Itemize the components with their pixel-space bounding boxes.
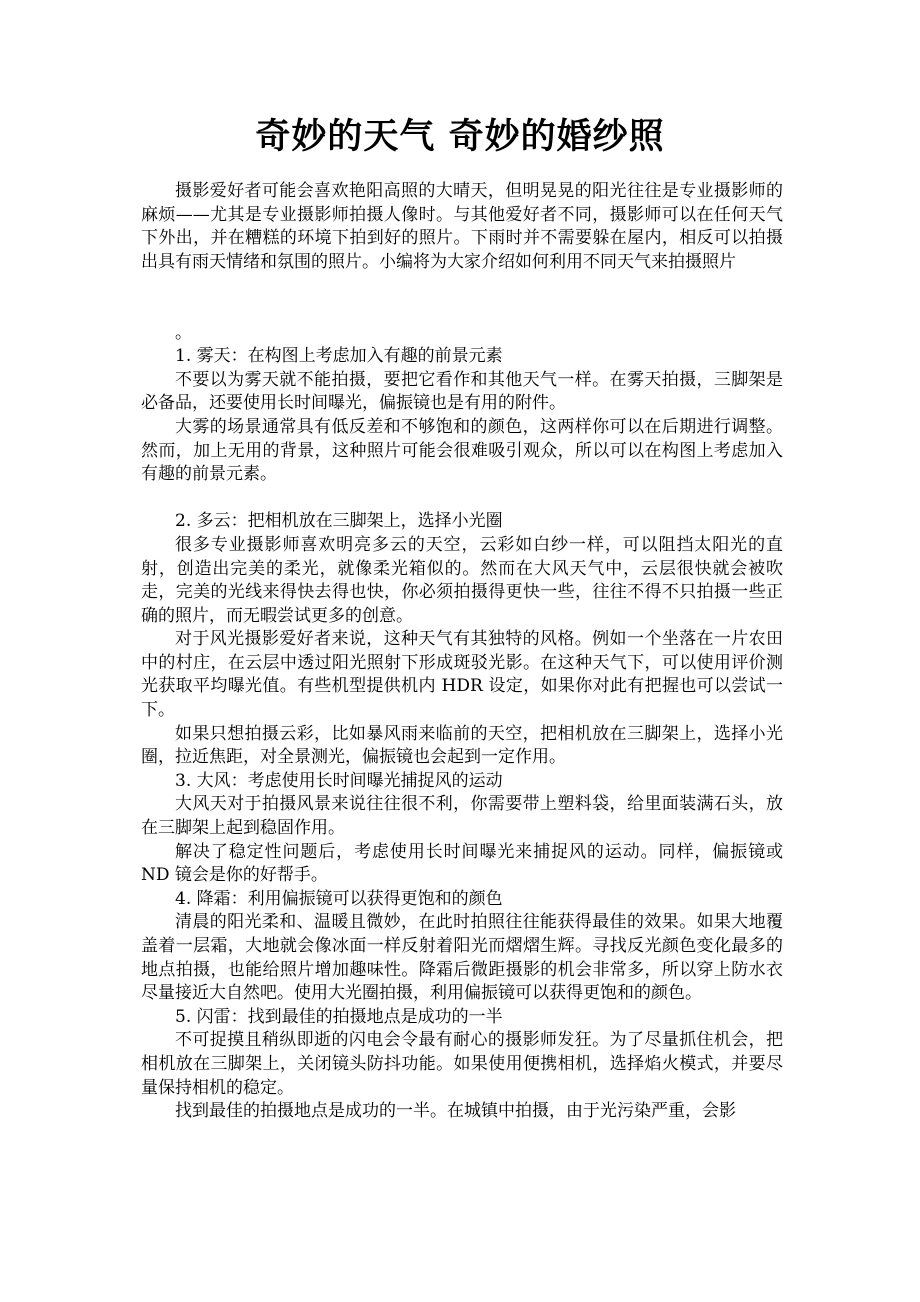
section-paragraph: 不要以为雾天就不能拍摄，要把它看作和其他天气一样。在雾天拍摄，三脚架是必备品，还要使用长时间曝光，偏振镜也是有用的附件。 (141, 369, 783, 414)
section-paragraph: 不可捉摸且稍纵即逝的闪电会令最有耐心的摄影师发狂。为了尽量抓住机会，把相机放在三脚架上，关闭镜头防抖功能。如果使用便携相机，选择焰火模式，并要尽量保持相机的稳定。 (141, 1030, 783, 1098)
blank-line (141, 274, 783, 298)
section-heading: 4. 降霜：利用偏振镜可以获得更饱和的颜色 (175, 888, 503, 909)
section-heading: 2. 多云：把相机放在三脚架上，选择小光圈 (175, 511, 503, 532)
section-heading: 5. 闪雷：找到最佳的拍摄地点是成功的一半 (175, 1006, 503, 1027)
section-paragraph: 大风天对于拍摄风景来说往往很不利，你需要带上塑料袋，给里面装满石头，放在三脚架上起到稳固作用。 (141, 794, 783, 839)
intro-paragraph: 摄影爱好者可能会喜欢艳阳高照的大晴天，但明晃晃的阳光往往是专业摄影师的麻烦——尤其是专业摄影师拍摄人像时。与其他爱好者不同，摄影师可以在任何天气下外出，并在糟糕的环境下拍到好的照片。下雨时并不需要躲在屋内，相反可以拍摄出具有雨天情绪和氛围的照片。小编将为大家介绍如何利用不同天气来拍摄照片 (141, 181, 783, 272)
section-paragraph: 清晨的阳光柔和、温暖且微妙，在此时拍照往往能获得最佳的效果。如果大地覆盖着一层霜，大地就会像冰面一样反射着阳光而熠熠生辉。寻找反光颜色变化最多的地点拍摄，也能给照片增加趣味性。降霜后微距摄影的机会非常多，所以穿上防水衣尽量接近大自然吧。使用大光圈拍摄，利用偏振镜可以获得更饱和的颜色。 (141, 912, 783, 1004)
blank-line (141, 298, 783, 322)
section-heading: 1. 雾天：在构图上考虑加入有趣的前景元素 (175, 346, 503, 367)
section-paragraph: 如果只想拍摄云彩，比如暴风雨来临前的天空，把相机放在三脚架上，选择小光圈，拉近焦距，对全景测光，偏振镜也会起到一定作用。 (141, 723, 783, 768)
document-body (141, 180, 783, 1124)
section-paragraph: 解决了稳定性问题后，考虑使用长时间曝光来捕捉风的运动。同样，偏振镜或 ND 镜会是你的好帮手。 (141, 841, 783, 886)
section-paragraph: 大雾的场景通常具有低反差和不够饱和的颜色，这两样你可以在后期进行调整。然而，加上无用的背景，这种照片可能会很难吸引观众，所以可以在构图上考虑加入有趣的前景元素。 (141, 416, 783, 485)
document-title: 奇妙的天气 奇妙的婚纱照 (255, 117, 665, 157)
blank-line (141, 487, 783, 511)
section-paragraph: 找到最佳的拍摄地点是成功的一半。在城镇中拍摄，由于光污染严重，会影 (175, 1101, 736, 1122)
stray-period: 。 (175, 322, 192, 343)
section-heading: 3. 大风：考虑使用长时间曝光捕捉风的运动 (175, 770, 503, 791)
section-paragraph: 对于风光摄影爱好者来说，这种天气有其独特的风格。例如一个坐落在一片农田中的村庄，在云层中透过阳光照射下形成斑驳光影。在这种天气下，可以使用评价测光获取平均曝光值。有些机型提供机内 HDR 设定，如果你对此有把握也可以尝试一下。 (141, 629, 783, 721)
section-paragraph: 很多专业摄影师喜欢明亮多云的天空，云彩如白纱一样，可以阻挡太阳光的直射，创造出完美的柔光，就像柔光箱似的。然而在大风天气中，云层很快就会被吹走，完美的光线来得快去得也快，你必须拍摄得更快一些，往往不得不只拍摄一些正确的照片，而无暇尝试更多的创意。 (141, 534, 783, 626)
